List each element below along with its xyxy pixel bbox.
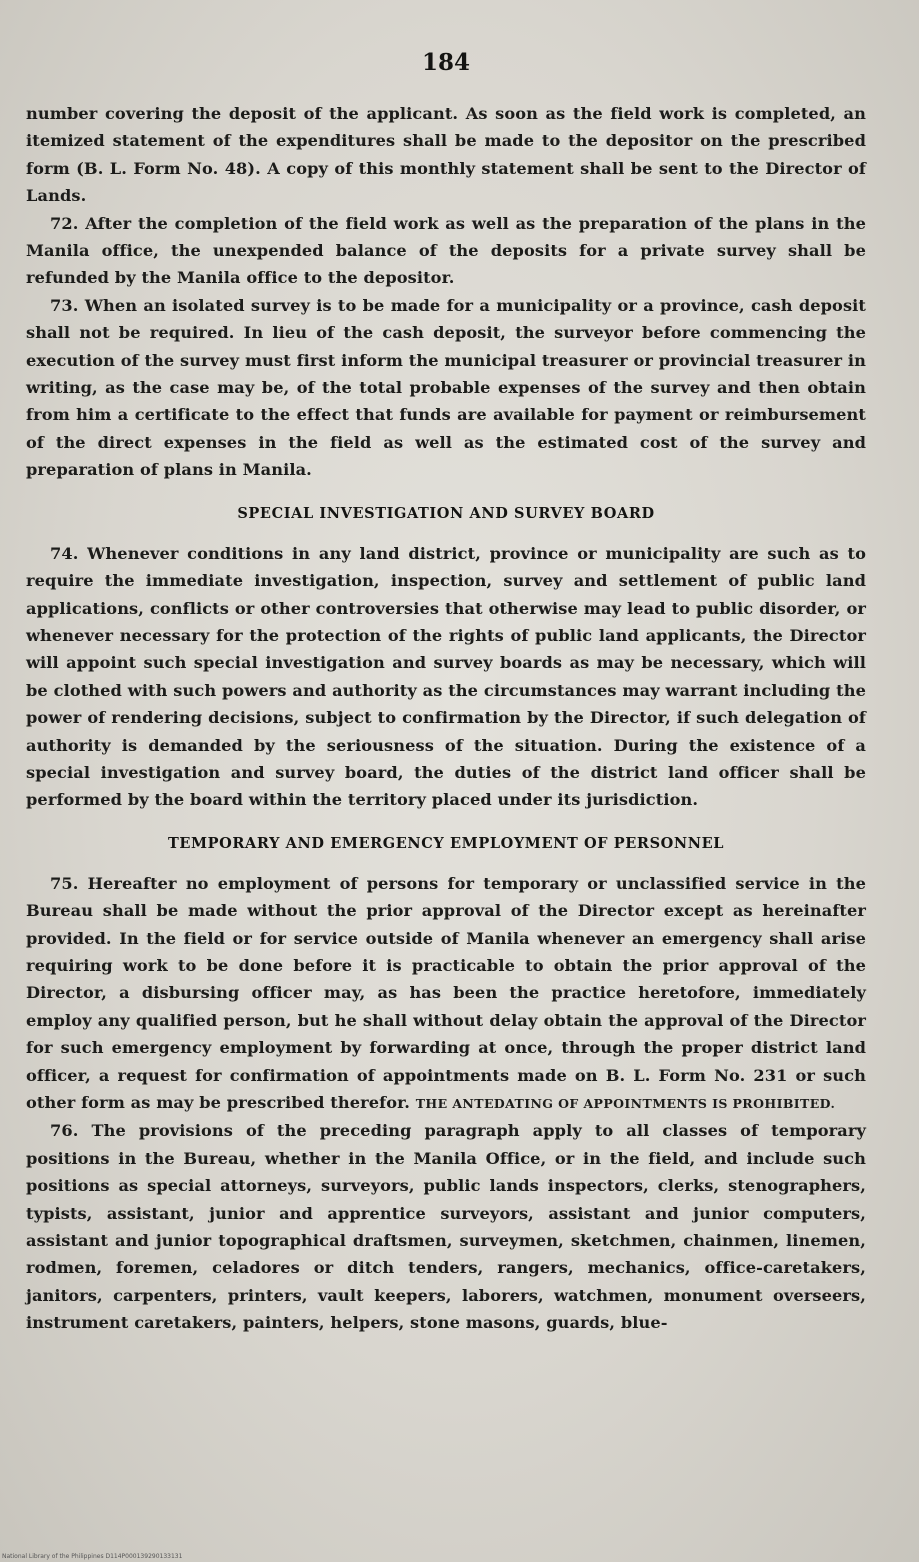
paragraph-75-emphasis: THE ANTEDATING OF APPOINTMENTS IS PROHIBITED. [415,1096,836,1111]
library-footer: National Library of the Philippines D114P000139290133131 [2,1553,183,1560]
paragraph-72: 72. After the completion of the field work as well as the preparation of the plans in the Manila office, the unexpended balance of the deposits for a private survey shall be refunded by the Manila office to the depositor. [26,213,866,288]
page-content [26,48,866,1337]
section-heading-temporary-employment: TEMPORARY AND EMERGENCY EMPLOYMENT OF PERSONNEL [167,834,725,852]
paragraph-73: 73. When an isolated survey is to be made for a municipality or a province, cash deposit shall not be required. In lieu of the cash deposit, the surveyor before commencing the execution of the survey must first inform the municipal treasurer or provincial treasurer in writing, as the case may be, of the total probable expenses of the survey and then obtain from him a certificate to the effect that funds are available for payment or reimbursement of the direct expenses in the field as well as the estimated cost of the survey and preparation of plans in Manila. [26,295,866,480]
section-heading-special-investigation: SPECIAL INVESTIGATION AND SURVEY BOARD [237,504,655,522]
page-number: 184 [421,49,470,76]
paragraph-76: 76. The provisions of the preceding paragraph apply to all classes of temporary positions in the Bureau, whether in the Manila Office, or in the field, and include such positions as special attorneys, surveyors, public lands inspectors, clerks, stenographers, typists, assistant, junior and apprentice surveyors, assistant and junior computers, assistant and junior topographical draftsmen, surveymen, sketchmen, chainmen, linemen, rodmen, foremen, celadores or ditch tenders, rangers, mechanics, office-caretakers, janitors, carpenters, printers, vault keepers, laborers, watchmen, monument overseers, instrument caretakers, painters, helpers, stone masons, guards, blue- [26,1121,866,1333]
paragraph-continued: number covering the deposit of the applicant. As soon as the field work is completed, an itemized statement of the expenditures shall be made to the depositor on the prescribed form (B. L. Form No. 48). A copy of this monthly statement shall be sent to the Director of Lands. [26,104,866,206]
paragraph-75 [26,870,866,1118]
paragraph-74: 74. Whenever conditions in any land district, province or municipality are such as to require the immediate investigation, inspection, survey and settlement of public land applications, conflicts or other controversies that otherwise may lead to public disorder, or whenever necessary for the protection of the rights of public land applicants, the Director will appoint such special investigation and survey boards as may be necessary, which will be clothed with such powers and authority as the circumstances may warrant including the power of rendering decisions, subject to confirmation by the Director, if such delegation of authority is demanded by the seriousness of the situation. During the existence of a special investigation and survey board, the duties of the district land officer shall be performed by the board within the territory placed under its jurisdiction. [26,543,866,810]
paragraph-75-text: 75. Hereafter no employment of persons for temporary or unclassified service in the Bureau shall be made without the prior approval of the Director except as hereinafter provided. In the field or for service outside of Manila whenever an emergency shall arise requiring work to be done before it is practicable to obtain the prior approval of the Director, a disbursing officer may, as has been the practice heretofore, immediately employ any qualified person, but he shall without delay obtain the approval of the Director for such emergency employment by forwarding at once, through the proper district land officer, a request for confirmation of appointments made on B. L. Form No. 231 or such other form as may be prescribed therefor. [26,873,866,1112]
